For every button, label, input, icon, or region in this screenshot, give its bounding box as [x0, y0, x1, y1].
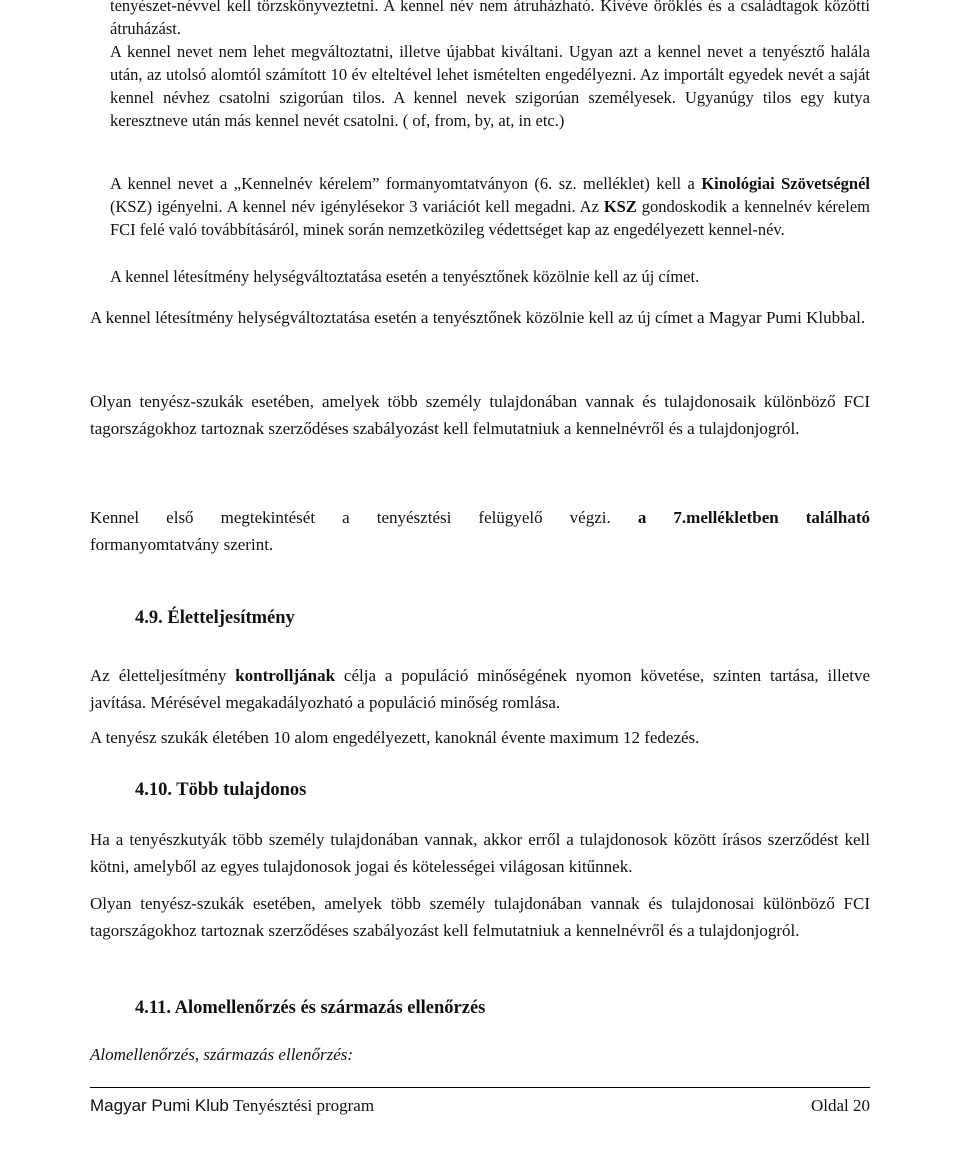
text-bold: a 7.mellékletben található	[637, 508, 870, 527]
paragraph-multi-owner-bitches: Olyan tenyész-szukák esetében, amelyek több személy tulajdonában vannak és tulajdonosaik különböző FCI tagországokhoz tartoznak szerződéses szabályozást kell felmutatniuk a kennelnévről és a tulajdonjogról.	[90, 392, 870, 438]
text: gondoskodik a kennelnév kérelem FCI felé való továbbításáról, minek során nemzetközileg védettséget kap az engedélyezett kennel-név.	[110, 197, 870, 239]
section-heading-4-9: 4.9. Életteljesítmény	[135, 608, 295, 628]
footer-club-name: Magyar Pumi Klub	[90, 1096, 229, 1115]
text: formanyomtatvány szerint.	[90, 535, 274, 554]
section-heading-4-11: 4.11. Alomellenőrzés és származás ellenőrzés	[135, 998, 486, 1018]
paragraph-multi-owner-fci: Olyan tenyész-szukák esetében, amelyek több személy tulajdonában vannak és tulajdonosai különböző FCI tagországokhoz tartoznak szerződéses szabályozást kell felmutatniuk a kennelnévről és a tulajdonjogról.	[90, 894, 870, 940]
text: A kennel nevet nem lehet megváltoztatni, illetve újabbat kiváltani. Ugyan azt a kennel nevet a tenyésztő halála után, az utolsó alomtól számított 10 év elteltével lehet ismételten engedélyezni. Az importált egyedek nevét a saját kennel névhez csatolni szigorúan tilos. A kennel nevek szigorúan személyesek. Ugyanúgy tilos egy kutya keresztneve után más kennel nevét csatolni. ( of, from, by, at, in etc.)	[110, 42, 870, 130]
text: tenyészet-névvel kell törzskönyveztetni. A kennel név nem átruházható. Kivéve öröklés és a családtagok közötti átruházást.	[110, 0, 870, 38]
footer-program-name: Tenyésztési program	[233, 1096, 375, 1115]
footer-left	[90, 1096, 374, 1116]
paragraph-life-performance	[90, 662, 870, 716]
paragraph-kennel-inspection	[90, 504, 870, 558]
paragraph-kennel-name-transfer	[110, 0, 870, 132]
text: (KSZ) igényelni. A kennel név igénylésekor 3 variációt kell megadni. Az	[110, 197, 604, 216]
section-heading-4-10: 4.10. Több tulajdonos	[135, 780, 307, 800]
paragraph-kennel-name-request	[110, 172, 870, 241]
text: Kennel első megtekintését a tenyésztési felügyelő végzi.	[90, 508, 638, 527]
paragraph-address-change: A kennel létesítmény helységváltoztatása esetén a tenyésztőnek közölnie kell az új címet a Magyar Pumi Klubbal.	[90, 308, 866, 327]
footer-page-number: Oldal 20	[810, 1096, 870, 1115]
subheading-litter-check: Alomellenőrzés, származás ellenőrzés:	[90, 1045, 354, 1064]
text: A kennel nevet a „Kennelnév kérelem” formanyomtatványon (6. sz. melléklet) kell a	[110, 174, 702, 193]
text: célja a populáció minőségének nyomon követése, szinten tartása, illetve javítása. Mérésével megakadályozható a populáció minőség romlása.	[90, 666, 871, 712]
text-bold: Kinológiai Szövetségnél	[701, 174, 870, 193]
text-bold: KSZ	[603, 197, 637, 216]
paragraph-litter-limit: A tenyész szukák életében 10 alom engedélyezett, kanoknál évente maximum 12 fedezés.	[90, 728, 700, 747]
text: Az életteljesítmény	[90, 666, 236, 685]
page-footer	[90, 1087, 870, 1116]
paragraph-owners-contract: Ha a tenyészkutyák több személy tulajdonában vannak, akkor erről a tulajdonosok között írásos szerződést kell kötni, amelyből az egyes tulajdonosok jogai és kötelességei világosan kitűnnek.	[90, 830, 870, 876]
text-bold: kontrolljának	[235, 666, 336, 685]
paragraph-address-change-short: A kennel létesítmény helységváltoztatása esetén a tenyésztőnek közölnie kell az új címet.	[110, 267, 700, 286]
